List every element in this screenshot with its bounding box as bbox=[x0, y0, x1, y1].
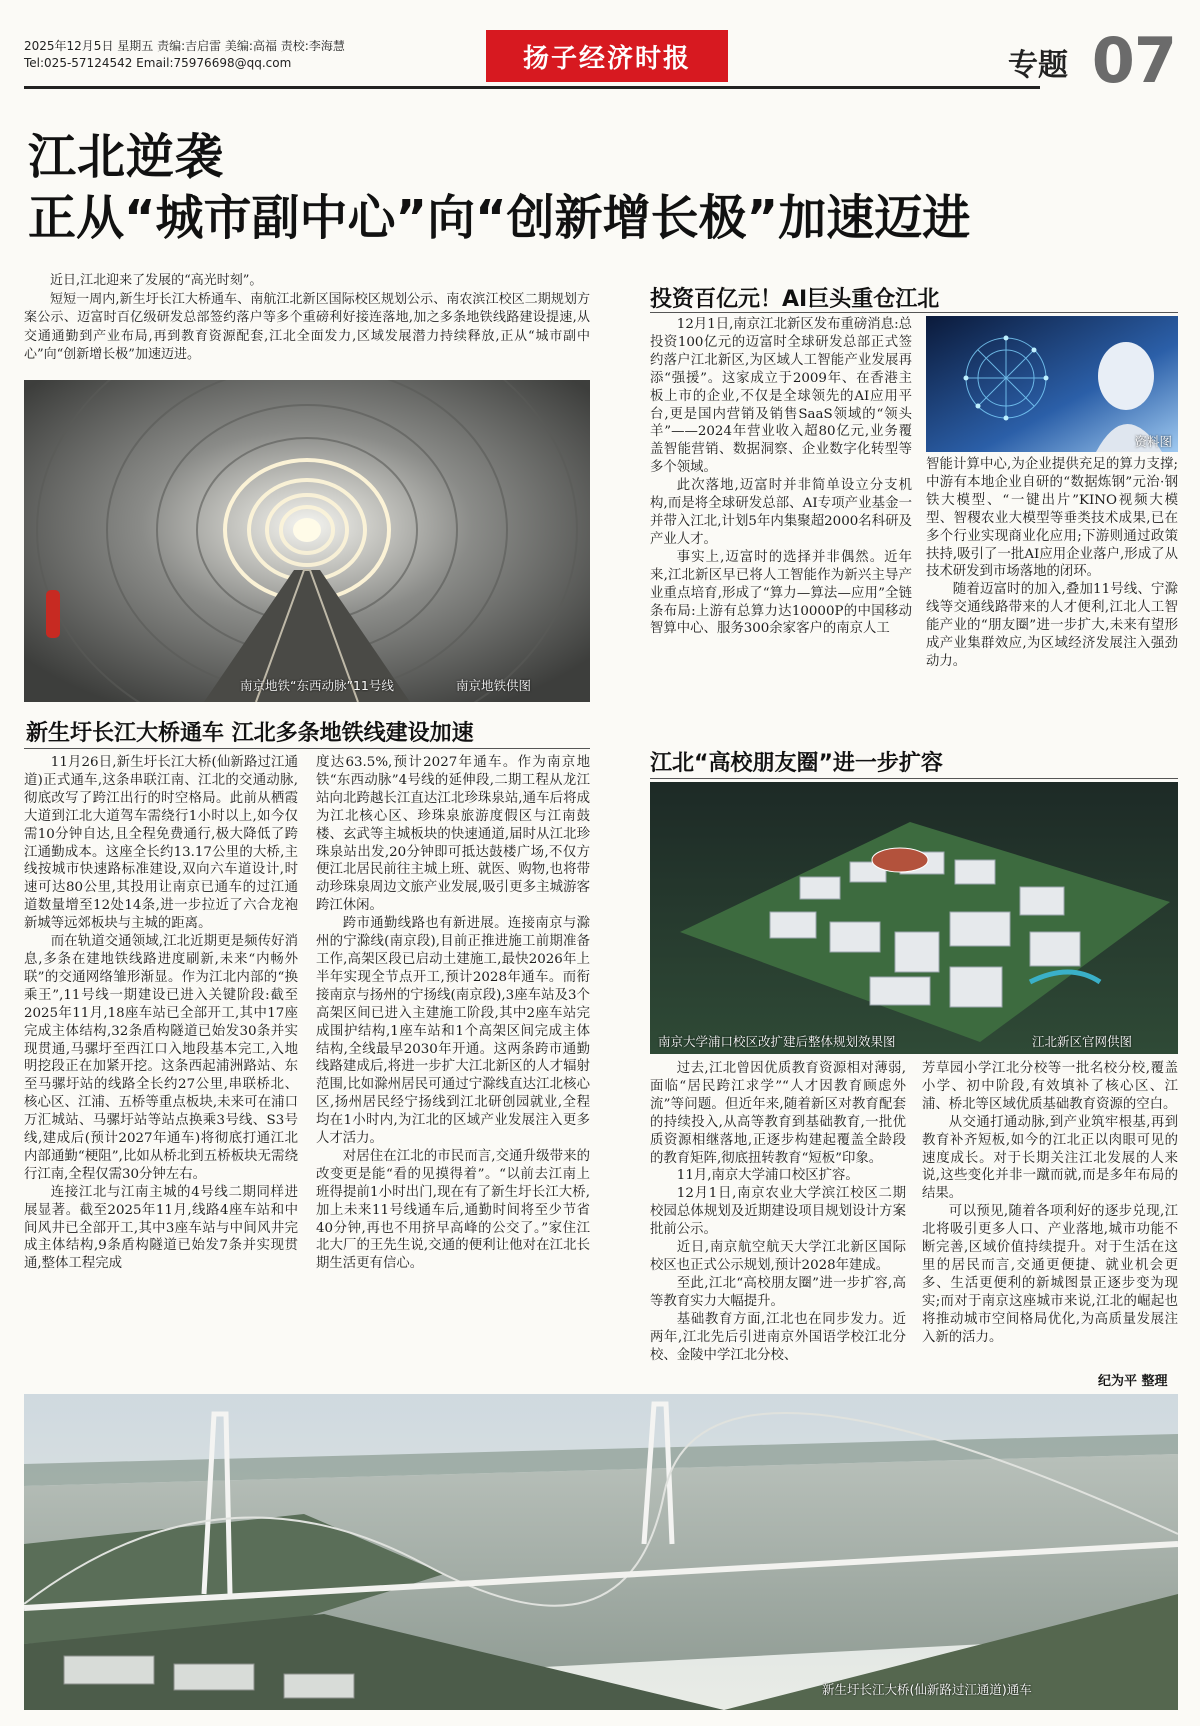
article-paragraph: 跨市通勤线路也有新进展。连接南京与滁州的宁滁线(南京段),目前正推进施工前期准备工作,高架区段已启动土建施工,最快2026年上半年实现全节点开工,预计2028年通车。而衔接南京与扬州的宁扬线(南京段),3座车站及3个高架区间已进入主建施工阶段,其中2座车站完成围护结构,1座车站和1个高架区间完成主体结构,全线最早2030年开通。这两条跨市通勤线路建成后,将进一步扩大江北新区的人才辐射范围,比如滁州居民可通过宁滁线直达江北核心区,扬州居民经宁扬线到江北研创园就业,全程均在1小时内,为江北的区域产业发展注入更多人才活力。 bbox=[316, 916, 590, 1147]
article-paragraph: 从交通打通动脉,到产业筑牢根基,再到教育补齐短板,如今的江北正以肉眼可见的速度成长。对于长期关注江北发展的人来说,这些变化并非一蹴而就,而是多年布局的结果。 bbox=[922, 1114, 1178, 1202]
article-paragraph: 可以预见,随着各项利好的逐步兑现,江北将吸引更多人口、产业落地,城市功能不断完善,区域价值持续提升。对于生活在这里的居民而言,交通更便捷、就业机会更多、生活更便利的新城图景正逐步变为现实;而对于南京这座城市来说,江北的崛起也将推动城市空间格局优化,为高质量发展注入新的活力。 bbox=[922, 1204, 1178, 1345]
article-paragraph: 随着迈富时的加入,叠加11号线、宁滁线等交通线路带来的人才便利,江北人工智能产业的“朋友圈”进一步扩大,未来有望形成产业集群效应,为区域经济发展注入强劲动力。 bbox=[926, 582, 1178, 669]
page-header bbox=[24, 24, 1176, 97]
byline: 纪为平 整理 bbox=[1098, 1374, 1168, 1389]
tunnel-illustration bbox=[24, 380, 590, 702]
campus-rendering-photo bbox=[650, 782, 1178, 1054]
article-paragraph: 12月1日,南京农业大学滨江校区二期校园总体规划及近期建设项目规划设计方案批前公示。 bbox=[650, 1186, 906, 1238]
section-rule bbox=[24, 748, 590, 749]
article-paragraph: 近日,南京航空航天大学江北新区国际校区也正式公示规划,预计2028年建成。 bbox=[650, 1240, 906, 1273]
article-paragraph: 11月26日,新生圩长江大桥(仙新路过江通道)正式通车,这条串联江南、江北的交通动脉,彻底改写了跨江出行的时空格局。此前从栖霞大道到江北大道驾车需绕行1小时以上,如今仅需10分钟自达,且全程免费通行,极大降低了跨江通勤成本。这座全长约13.17公里的大桥,主线按城市快速路标准建设,双向六车道设计,时速可达80公里,其投用让南京已通车的过江通道数量增至12处14条,进一步拉近了六合龙袍新城等远郊板块与主城的距离。 bbox=[24, 755, 298, 932]
masthead-title: 扬子经济时报 bbox=[522, 43, 691, 74]
tunnel-photo bbox=[24, 380, 590, 702]
metro-column-2 bbox=[316, 754, 590, 1384]
article-paragraph: 12月1日,南京江北新区发布重磅消息:总投资100亿元的迈富时全球研发总部正式签约落户江北新区,为区域人工智能产业发展再添“强援”。这家成立于2009年、在香港主板上市的企业,不仅是全球领先的AI应用平台,更是国内营销及销售SaaS领域的“领头羊”——2024年营业收入超80亿元,业务覆盖智能营销、数据洞察、企业数字化转型等多个领域。 bbox=[650, 317, 912, 476]
campus-caption: 南京大学浦口校区改扩建后整体规划效果图 bbox=[658, 1034, 896, 1049]
campus-illustration bbox=[650, 782, 1178, 1054]
article-paragraph: 11月,南京大学浦口校区扩容。 bbox=[676, 1168, 859, 1184]
metro-column-1 bbox=[24, 754, 298, 1384]
intro-paragraph: 近日,江北迎来了发展的“高光时刻”。 bbox=[50, 273, 263, 288]
bridge-illustration bbox=[24, 1394, 1178, 1710]
section-label: 专题 bbox=[1008, 48, 1068, 83]
issue-meta bbox=[24, 38, 345, 72]
section-title-education: 江北“高校朋友圈”进一步扩容 bbox=[650, 751, 943, 776]
tunnel-credit: 南京地铁供图 bbox=[456, 678, 532, 693]
issue-date-editors: 2025年12月5日 星期五 责编:吉启雷 美编:高福 责校:李海慧 bbox=[24, 39, 345, 53]
intro-paragraph: 短短一周内,新生圩长江大桥通车、南航江北新区国际校区规划公示、南农滨江校区二期规划方案公示、迈富时百亿级研发总部签约落户等多个重磅利好接连落地,加之多条地铁线路建设提速,从交通通勤到产业布局,再到教育资源配套,江北全面发力,区域发展潜力持续释放,正从“城市副中心”向“创新增长极”加速迈进。 bbox=[24, 291, 590, 363]
article-paragraph: 过去,江北曾因优质教育资源相对薄弱,面临“居民跨江求学”“人才因教育顾虑外流”等问题。但近年来,随着新区对教育配套的持续投入,从高等教育到基础教育,一批优质资源相继落地,正逐步构建起覆盖全龄段的教育矩阵,彻底扭转教育“短板”印象。 bbox=[650, 1061, 906, 1166]
article-paragraph: 连接江北与江南主城的4号线二期同样进展显著。截至2025年11月,线路4座车站和中间风井已全部开工,其中3座车站与中间风井完成主体结构,9条盾构隧道已始发7条并实现贯通,整体工程完成 bbox=[24, 1184, 298, 1272]
tunnel-caption: 南京地铁“东西动脉”11号线 bbox=[240, 678, 394, 693]
ai-column-1 bbox=[650, 316, 912, 704]
ai-column-2 bbox=[926, 456, 1178, 704]
article-paragraph: 而在轨道交通领域,江北近期更是频传好消息,多条在建地铁线路进度刷新,未来“内畅外联”的交通网络雏形渐显。作为江北内部的“换乘王”,11号线一期建设已进入关键阶段:截至2025年11月,18座车站已全部开工,其中17座完成主体结构,32条盾构隧道已始发30条并实现贯通,马骡圩至西江口入地段基本完工,入地明挖段正在加紧开挖。这条西起浦洲路站、东至马骡圩站的线路全长约27公里,串联桥北、核心区、江浦、五桥等重点板块,未来可在浦口万汇城站、马骡圩站等站点换乘3号线、S3号线,建成后(预计2027年通车)将彻底打通江北内部通勤“梗阻”,比如从桥北到五桥板块无需绕行江南,全程仅需30分钟左右。 bbox=[24, 934, 298, 1182]
issue-contact: Tel:025-57124542 Email:75976698@qq.com bbox=[24, 56, 292, 70]
section-title-metro: 新生圩长江大桥通车 江北多条地铁线建设加速 bbox=[26, 721, 474, 746]
education-column-1 bbox=[650, 1060, 906, 1390]
headline-line1: 江北逆袭 bbox=[28, 129, 225, 185]
headline-line2: 正从“城市副中心”向“创新增长极”加速迈进 bbox=[28, 190, 971, 246]
ai-photo-credit: 资料图 bbox=[1134, 434, 1172, 449]
header-rule bbox=[24, 86, 1040, 89]
bridge-photo bbox=[24, 1394, 1178, 1710]
article-paragraph: 至此,江北“高校朋友圈”进一步扩容,高等教育实力大幅提升。 bbox=[650, 1275, 906, 1309]
article-paragraph: 此次落地,迈富时并非简单设立分支机构,而是将全球研发总部、AI专项产业基金一并带入江北,计划5年内集聚超2000名科研及产业人才。 bbox=[650, 478, 912, 547]
article-paragraph: 度达63.5%,预计2027年通车。作为南京地铁“东西动脉”4号线的延伸段,二期工程从龙江站向北跨越长江直达江北珍珠泉站,通车后将成为江北核心区、珍珠泉旅游度假区与江南鼓楼、玄武等主城板块的快速通道,届时从江北珍珠泉站出发,20分钟即可抵达鼓楼广场,不仅方便江北居民前往主城上班、就医、购物,也将带动珍珠泉周边文旅产业发展,吸引更多主城游客跨江休闲。 bbox=[316, 755, 590, 914]
campus-credit: 江北新区官网供图 bbox=[1032, 1034, 1133, 1049]
article-paragraph: 智能计算中心,为企业提供充足的算力支撑;中游有本地企业自研的“数据炼钢”元治·钢铁大模型、“一键出片”KINO视频大模型、智稷农业大模型等垂类技术成果,已在多个行业实现商业化应用;下游则通过政策扶持,吸引了一批AI应用企业落户,形成了从技术研发到市场落地的闭环。 bbox=[926, 457, 1178, 580]
section-rule bbox=[650, 778, 1178, 779]
ai-photo bbox=[926, 316, 1178, 452]
education-column-2 bbox=[922, 1060, 1178, 1368]
article-paragraph: 事实上,迈富时的选择并非偶然。近年来,江北新区早已将人工智能作为新兴主导产业重点培育,形成了“算力—算法—应用”全链条布局:上游有总算力达10000P的中国移动智算中心、服务300余家客户的南京人工 bbox=[650, 549, 912, 637]
article-paragraph: 芳草园小学江北分校等一批名校分校,覆盖小学、初中阶段,有效填补了核心区、江浦、桥北等区域优质基础教育资源的空白。 bbox=[922, 1061, 1178, 1112]
page-number: 07 bbox=[1091, 24, 1176, 97]
section-title-ai: 投资百亿元！AI巨头重仓江北 bbox=[650, 287, 940, 312]
section-rule bbox=[650, 312, 1178, 313]
bridge-caption: 新生圩长江大桥(仙新路过江通道)通车 bbox=[822, 1682, 1032, 1697]
article-paragraph: 对居住在江北的市民而言,交通升级带来的改变更是能“看的见摸得着”。“以前去江南上班得提前1小时出门,现在有了新生圩长江大桥,加上未来11号线通车后,通勤时间将至少节省40分钟,再也不用挤早高峰的公交了。”家住江北大厂的王先生说,交通的便利让他对在江北长期生活更有信心。 bbox=[316, 1148, 590, 1272]
masthead-logo bbox=[486, 30, 728, 82]
intro-text bbox=[24, 272, 590, 380]
article-paragraph: 基础教育方面,江北也在同步发力。近两年,江北先后引进南京外国语学校江北分校、金陵中学江北分校、 bbox=[650, 1311, 906, 1363]
main-headline bbox=[28, 128, 1178, 250]
